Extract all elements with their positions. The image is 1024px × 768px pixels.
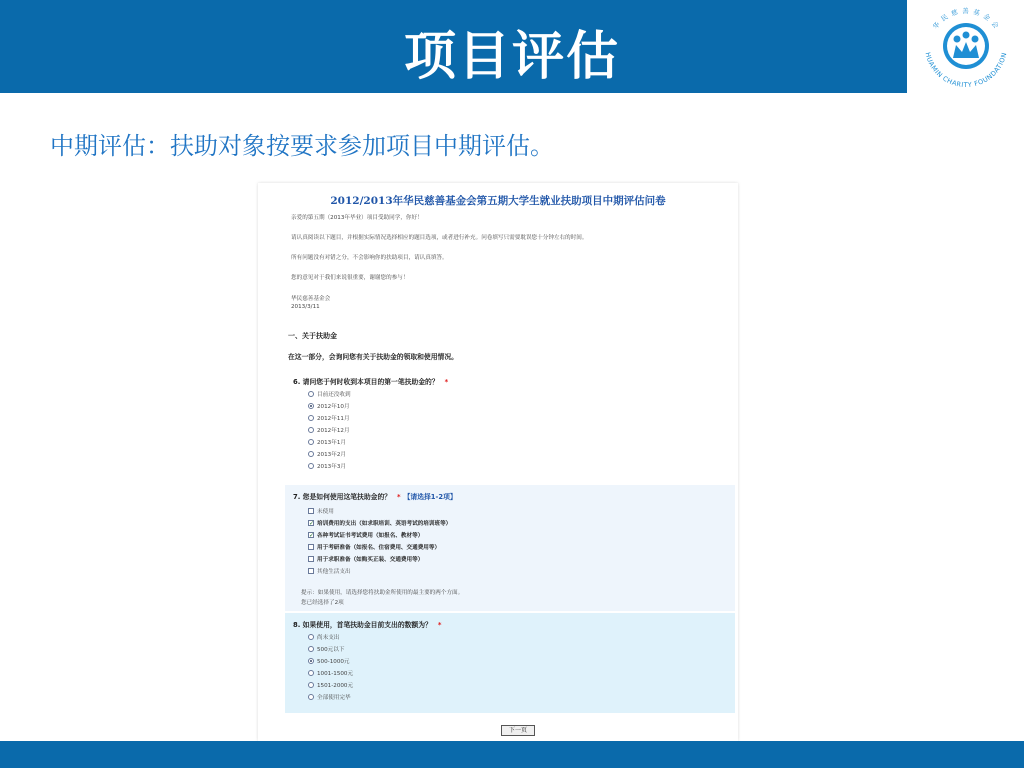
- q7-option[interactable]: ✓ 各种考试证书考试费用（如报名、教材等）: [309, 532, 424, 539]
- survey-greeting: 亲爱的第五期（2013年毕业）项目受助同学，你好！: [291, 215, 423, 221]
- q6-option[interactable]: 2012年12月: [308, 426, 350, 434]
- q7-option[interactable]: 用于求职准备（如购买正装、交通费用等）: [308, 555, 423, 563]
- question-6-label: 6. 请问您于何时收到本项目的第一笔扶助金的？ *: [293, 378, 449, 386]
- q6-option[interactable]: 目前还没收到: [308, 390, 351, 398]
- radio-button-selected[interactable]: [308, 403, 314, 409]
- question-8-label: 8. 如果使用，首笔扶助金目前支出的数额为？ *: [293, 621, 442, 629]
- radio-button[interactable]: [308, 439, 314, 445]
- q6-option[interactable]: 2013年3月: [308, 462, 346, 470]
- checkbox[interactable]: [308, 556, 314, 562]
- checkbox-checked[interactable]: ✓: [309, 532, 315, 539]
- radio-button[interactable]: [308, 451, 314, 457]
- radio-button[interactable]: [308, 427, 314, 433]
- q6-option[interactable]: 2012年11月: [308, 414, 350, 422]
- radio-button[interactable]: [308, 415, 314, 421]
- radio-button[interactable]: [308, 646, 314, 652]
- section-title: 一、关于扶助金: [288, 332, 337, 340]
- survey-date: 2013/3/11: [291, 304, 320, 310]
- survey-signature: 华民慈善基金会: [291, 296, 331, 302]
- question-7-label: 7. 您是如何使用这笔扶助金的？ * 【请选择1-2项】: [293, 493, 457, 501]
- q8-option[interactable]: 1501-2000元: [308, 681, 353, 689]
- question-6: [285, 370, 735, 476]
- checkbox[interactable]: [308, 544, 314, 550]
- question-8: [285, 613, 735, 713]
- required-mark: *: [437, 621, 442, 629]
- q8-option[interactable]: 1001-1500元: [308, 669, 353, 677]
- q7-option[interactable]: 用于考研准备（如报名、住宿费用、交通费用等）: [308, 543, 440, 551]
- q7-selected-count: 您已经选择了2项: [301, 600, 344, 606]
- q8-option[interactable]: 500-1000元: [308, 657, 350, 665]
- checkbox-checked[interactable]: ✓: [309, 520, 315, 527]
- q7-option[interactable]: 未使用: [308, 507, 334, 515]
- required-mark: *: [397, 493, 401, 501]
- radio-button-selected[interactable]: [308, 658, 314, 664]
- radio-button[interactable]: [308, 634, 314, 640]
- required-mark: *: [444, 378, 449, 386]
- radio-button[interactable]: [308, 694, 314, 700]
- survey-intro-2: 所有问题没有对错之分，不会影响你的扶助项目，请认真填答。: [291, 255, 448, 261]
- next-page-button[interactable]: 下一页: [501, 725, 535, 736]
- q7-note: 提示：如果使用，请选择您将扶助金所使用的最主要的两个方面。: [301, 590, 464, 596]
- q8-option[interactable]: 尚未支出: [308, 633, 339, 641]
- foundation-logo-icon: [913, 2, 1019, 92]
- foundation-logo: [907, 0, 1024, 93]
- q8-option[interactable]: 500元以下: [308, 645, 344, 653]
- section-description: 在这一部分，会询问您有关于扶助金的领取和使用情况。: [288, 353, 458, 361]
- radio-button[interactable]: [308, 670, 314, 676]
- checkbox[interactable]: [308, 508, 314, 514]
- survey-intro-3: 您的意见对于我们来说很重要，谢谢您的参与！: [291, 275, 409, 281]
- q7-option[interactable]: ✓ 培训费用的支出（如求职培训、英语考试的培训班等）: [309, 520, 452, 527]
- survey-screenshot: [258, 183, 738, 741]
- q8-option[interactable]: 全部使用完毕: [308, 693, 351, 701]
- logo-bottom-text: HUAMIN CHARITY FOUNDATION: [923, 51, 1009, 90]
- q6-option[interactable]: 2013年1月: [308, 438, 346, 446]
- question-7: [285, 485, 735, 611]
- radio-button[interactable]: [308, 391, 314, 397]
- q6-option[interactable]: 2013年2月: [308, 450, 346, 458]
- checkbox[interactable]: [308, 568, 314, 574]
- page-title: 项目评估: [403, 27, 620, 87]
- logo-arc-text: 华 民 慈 善 基 金 会: [931, 7, 1001, 31]
- survey-intro-1: 请认真阅读以下题目，并根据实际情况选择相应的题目选项，或者进行补充。问卷填写只需要耽误您十分钟左右的时间。: [291, 235, 588, 241]
- survey-title: 2012/2013年华民慈善基金会第五期大学生就业扶助项目中期评估问卷: [330, 195, 666, 207]
- select-hint: 【请选择1-2项】: [403, 493, 457, 501]
- radio-button[interactable]: [308, 463, 314, 469]
- q7-option[interactable]: 其他生活支出: [308, 567, 351, 575]
- radio-button[interactable]: [308, 682, 314, 688]
- footer-bar: [0, 741, 1024, 768]
- subtitle: 中期评估：扶助对象按要求参加项目中期评估。: [50, 132, 554, 160]
- q6-option[interactable]: 2012年10月: [308, 402, 350, 410]
